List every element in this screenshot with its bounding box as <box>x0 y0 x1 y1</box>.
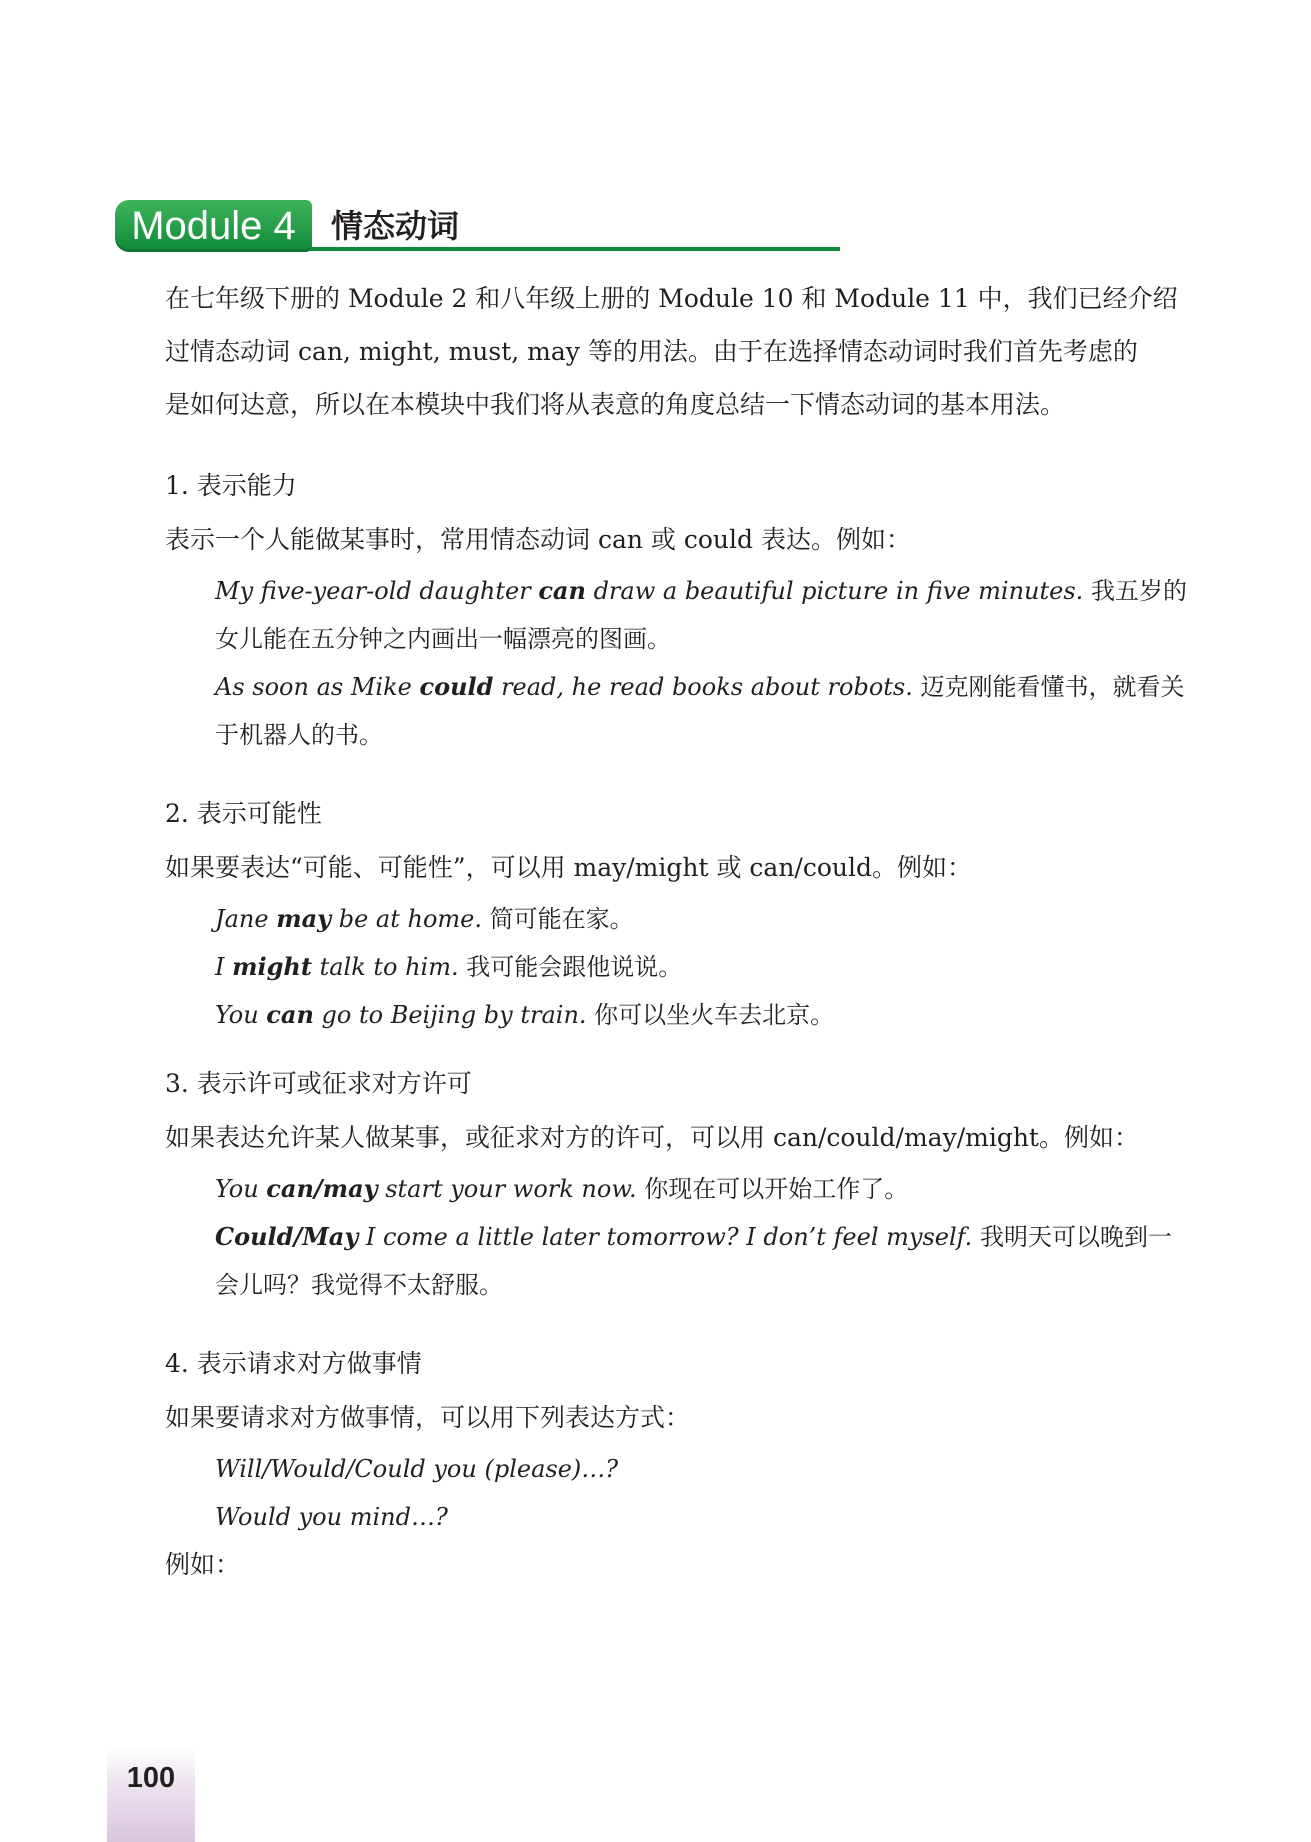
example-translation: 我可能会跟他说说。 <box>458 953 683 981</box>
module-header <box>115 200 840 252</box>
example-modal-verb: could <box>419 672 494 701</box>
example-en: My five-year-old daughter <box>215 577 539 605</box>
section-title: 3. 表示许可或征求对方许可 <box>165 1069 472 1098</box>
example-en: Jane <box>215 905 277 933</box>
example-en: start your work now. <box>377 1175 637 1203</box>
page-number: 100 <box>126 1762 176 1794</box>
section-title: 1. 表示能力 <box>165 471 297 500</box>
section-permission <box>165 1057 1195 1309</box>
example-en: As soon as Mike <box>215 673 420 701</box>
example-list <box>165 1165 1195 1309</box>
example-en: draw a beautiful picture in five minutes. <box>585 577 1084 605</box>
example-en: go to Beijing by train. <box>313 1001 587 1029</box>
example-list <box>165 1445 1195 1541</box>
module-badge: Module 4 <box>115 200 312 252</box>
example-sentence <box>215 1493 1195 1541</box>
intro-line: 是如何达意，所以在本模块中我们将从表意的角度总结一下情态动词的基本用法。 <box>165 390 1066 419</box>
intro-line: 过情态动词 can, might, must, may 等的用法。由于在选择情态动词时我们首先考虑的 <box>165 337 1138 366</box>
example-modal-verb: may <box>276 904 332 933</box>
section-title: 4. 表示请求对方做事情 <box>165 1349 422 1378</box>
example-en: Will/Would/Could you (please)…? <box>215 1455 619 1483</box>
example-en: You <box>215 1175 267 1203</box>
intro-paragraph <box>165 272 1195 431</box>
example-sentence <box>215 895 1195 943</box>
example-translation: 你可以坐火车去北京。 <box>586 1001 835 1029</box>
example-modal-verb: can <box>266 1000 314 1029</box>
example-sentence <box>215 567 1195 663</box>
example-en: talk to him. <box>311 953 459 981</box>
example-en: Would you mind…? <box>215 1503 448 1531</box>
module-title: 情态动词 <box>331 207 460 245</box>
example-modal-verb: can/may <box>266 1174 378 1203</box>
example-en: You <box>215 1001 267 1029</box>
section-request <box>165 1337 1195 1589</box>
section-description: 如果表达允许某人做某事，或征求对方的许可，可以用 can/could/may/might。例如： <box>165 1123 1139 1152</box>
section-description: 如果要表达“可能、可能性”，可以用 may/might 或 can/could。例如： <box>165 853 972 882</box>
section-description: 表示一个人能做某事时，常用情态动词 can 或 could 表达。例如： <box>165 525 911 554</box>
example-en: be at home. <box>331 905 483 933</box>
example-translation: 我明天可以晚到一会儿吗？我觉得不太舒服。 <box>215 1223 1172 1299</box>
section-ability <box>165 459 1195 759</box>
example-en: read, he read books about robots. <box>493 673 913 701</box>
example-sentence <box>215 1165 1195 1213</box>
example-modal-verb: Could/May <box>215 1222 359 1251</box>
header-underline <box>310 247 840 251</box>
example-translation: 简可能在家。 <box>482 905 634 933</box>
example-sentence <box>215 943 1195 991</box>
example-en: I come a little later tomorrow? I don’t feel myself. <box>358 1223 973 1251</box>
section-description: 如果要请求对方做事情，可以用下列表达方式： <box>165 1403 691 1432</box>
intro-line: 在七年级下册的 Module 2 和八年级上册的 Module 10 和 Module 11 中，我们已经介绍 <box>165 284 1178 313</box>
example-translation: 你现在可以开始工作了。 <box>636 1175 909 1203</box>
example-sentence <box>215 1445 1195 1493</box>
example-modal-verb: can <box>538 576 586 605</box>
example-sentence <box>215 991 1195 1039</box>
example-modal-verb: might <box>232 952 312 981</box>
example-translation: 我五岁的女儿能在五分钟之内画出一幅漂亮的图画。 <box>215 577 1187 653</box>
example-sentence <box>215 1213 1195 1309</box>
section-title: 2. 表示可能性 <box>165 799 322 828</box>
example-en: I <box>215 953 233 981</box>
example-intro: 例如： <box>165 1550 241 1579</box>
example-list <box>165 895 1195 1039</box>
page-content <box>165 272 1195 1589</box>
example-sentence <box>215 663 1195 759</box>
example-translation: 迈克刚能看懂书，就看关于机器人的书。 <box>215 673 1185 749</box>
example-list <box>165 567 1195 759</box>
section-possibility <box>165 787 1195 1039</box>
